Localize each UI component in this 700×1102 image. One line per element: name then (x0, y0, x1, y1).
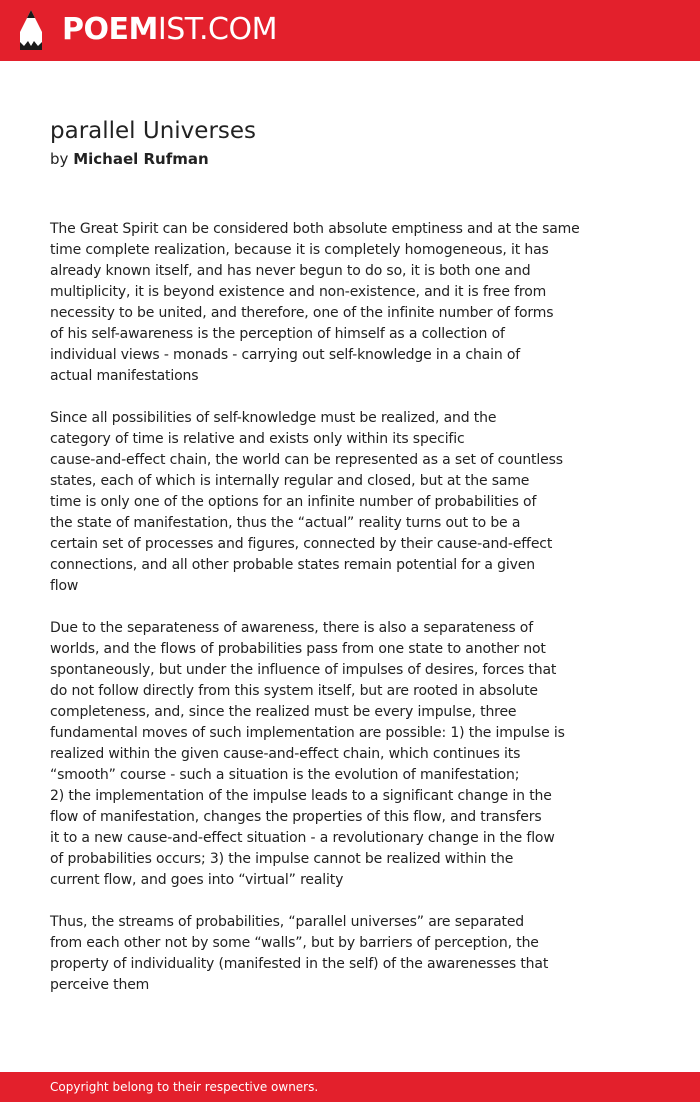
byline-prefix: by (50, 150, 69, 168)
poem-line: property of individuality (manifested in the self) of the awarenesses that (50, 956, 549, 972)
poem-line: it to a new cause-and-effect situation - a revolutionary change in the flow (50, 830, 555, 846)
poem-line: do not follow directly from this system itself, but are rooted in absolute (50, 683, 538, 699)
poem-line: perceive them (50, 977, 150, 993)
poem-line: realized within the given cause-and-effect chain, which continues its (50, 746, 521, 762)
pencil-icon (18, 10, 44, 54)
poem-line: spontaneously, but under the influence of impulses of desires, forces that (50, 662, 557, 678)
poem-line: category of time is relative and exists only within its specific (50, 431, 465, 447)
site-logo[interactable] (62, 12, 277, 48)
poem-line: flow (50, 578, 79, 594)
poem-line: of his self-awareness is the perception of himself as a collection of (50, 326, 505, 342)
poem-stanza (50, 219, 610, 387)
poem-line: time is only one of the options for an infinite number of probabilities of (50, 494, 537, 510)
byline (50, 148, 209, 170)
logo-bold-text: POEM (62, 12, 158, 47)
poem-stanza (50, 408, 610, 597)
poem-line: actual manifestations (50, 368, 199, 384)
poem-body (50, 219, 610, 1017)
poem-line: current flow, and goes into “virtual” reality (50, 872, 344, 888)
poem-line: the state of manifestation, thus the “actual” reality turns out to be a (50, 515, 521, 531)
poem-line: of probabilities occurs; 3) the impulse cannot be realized within the (50, 851, 514, 867)
poem-line: completeness, and, since the realized must be every impulse, three (50, 704, 517, 720)
poem-line: necessity to be united, and therefore, one of the infinite number of forms (50, 305, 554, 321)
poem-line: already known itself, and has never begun to do so, it is both one and (50, 263, 531, 279)
poem-line: connections, and all other probable states remain potential for a given (50, 557, 535, 573)
copyright-text: Copyright belong to their respective owners. (50, 1080, 319, 1094)
poem-line: from each other not by some “walls”, but by barriers of perception, the (50, 935, 539, 951)
poem-line: Due to the separateness of awareness, there is also a separateness of (50, 620, 533, 636)
poem-line: flow of manifestation, changes the properties of this flow, and transfers (50, 809, 542, 825)
poem-line: individual views - monads - carrying out self-knowledge in a chain of (50, 347, 521, 363)
poem-title: parallel Universes (50, 118, 257, 144)
poem-line: time complete realization, because it is completely homogeneous, it has (50, 242, 549, 258)
poem-line: Thus, the streams of probabilities, “parallel universes” are separated (50, 914, 525, 930)
poem-line: certain set of processes and figures, connected by their cause-and-effect (50, 536, 553, 552)
author-name: Michael Rufman (73, 150, 209, 168)
poem-line: multiplicity, it is beyond existence and non-existence, and it is free from (50, 284, 547, 300)
logo-light-text: IST.COM (157, 12, 277, 47)
poem-stanza (50, 618, 610, 891)
poem-line: states, each of which is internally regular and closed, but at the same (50, 473, 530, 489)
poem-line: fundamental moves of such implementation are possible: 1) the impulse is (50, 725, 565, 741)
poem-line: worlds, and the flows of probabilities pass from one state to another not (50, 641, 546, 657)
poem-line: “smooth” course - such a situation is the evolution of manifestation; (50, 767, 520, 783)
poem-line: cause-and-effect chain, the world can be represented as a set of countless (50, 452, 563, 468)
site-header (0, 0, 700, 61)
poem-line: 2) the implementation of the impulse leads to a significant change in the (50, 788, 552, 804)
poem-stanza (50, 912, 610, 996)
poem-line: Since all possibilities of self-knowledge must be realized, and the (50, 410, 497, 426)
site-footer (0, 1072, 700, 1102)
poem-line: The Great Spirit can be considered both absolute emptiness and at the same (50, 221, 580, 237)
